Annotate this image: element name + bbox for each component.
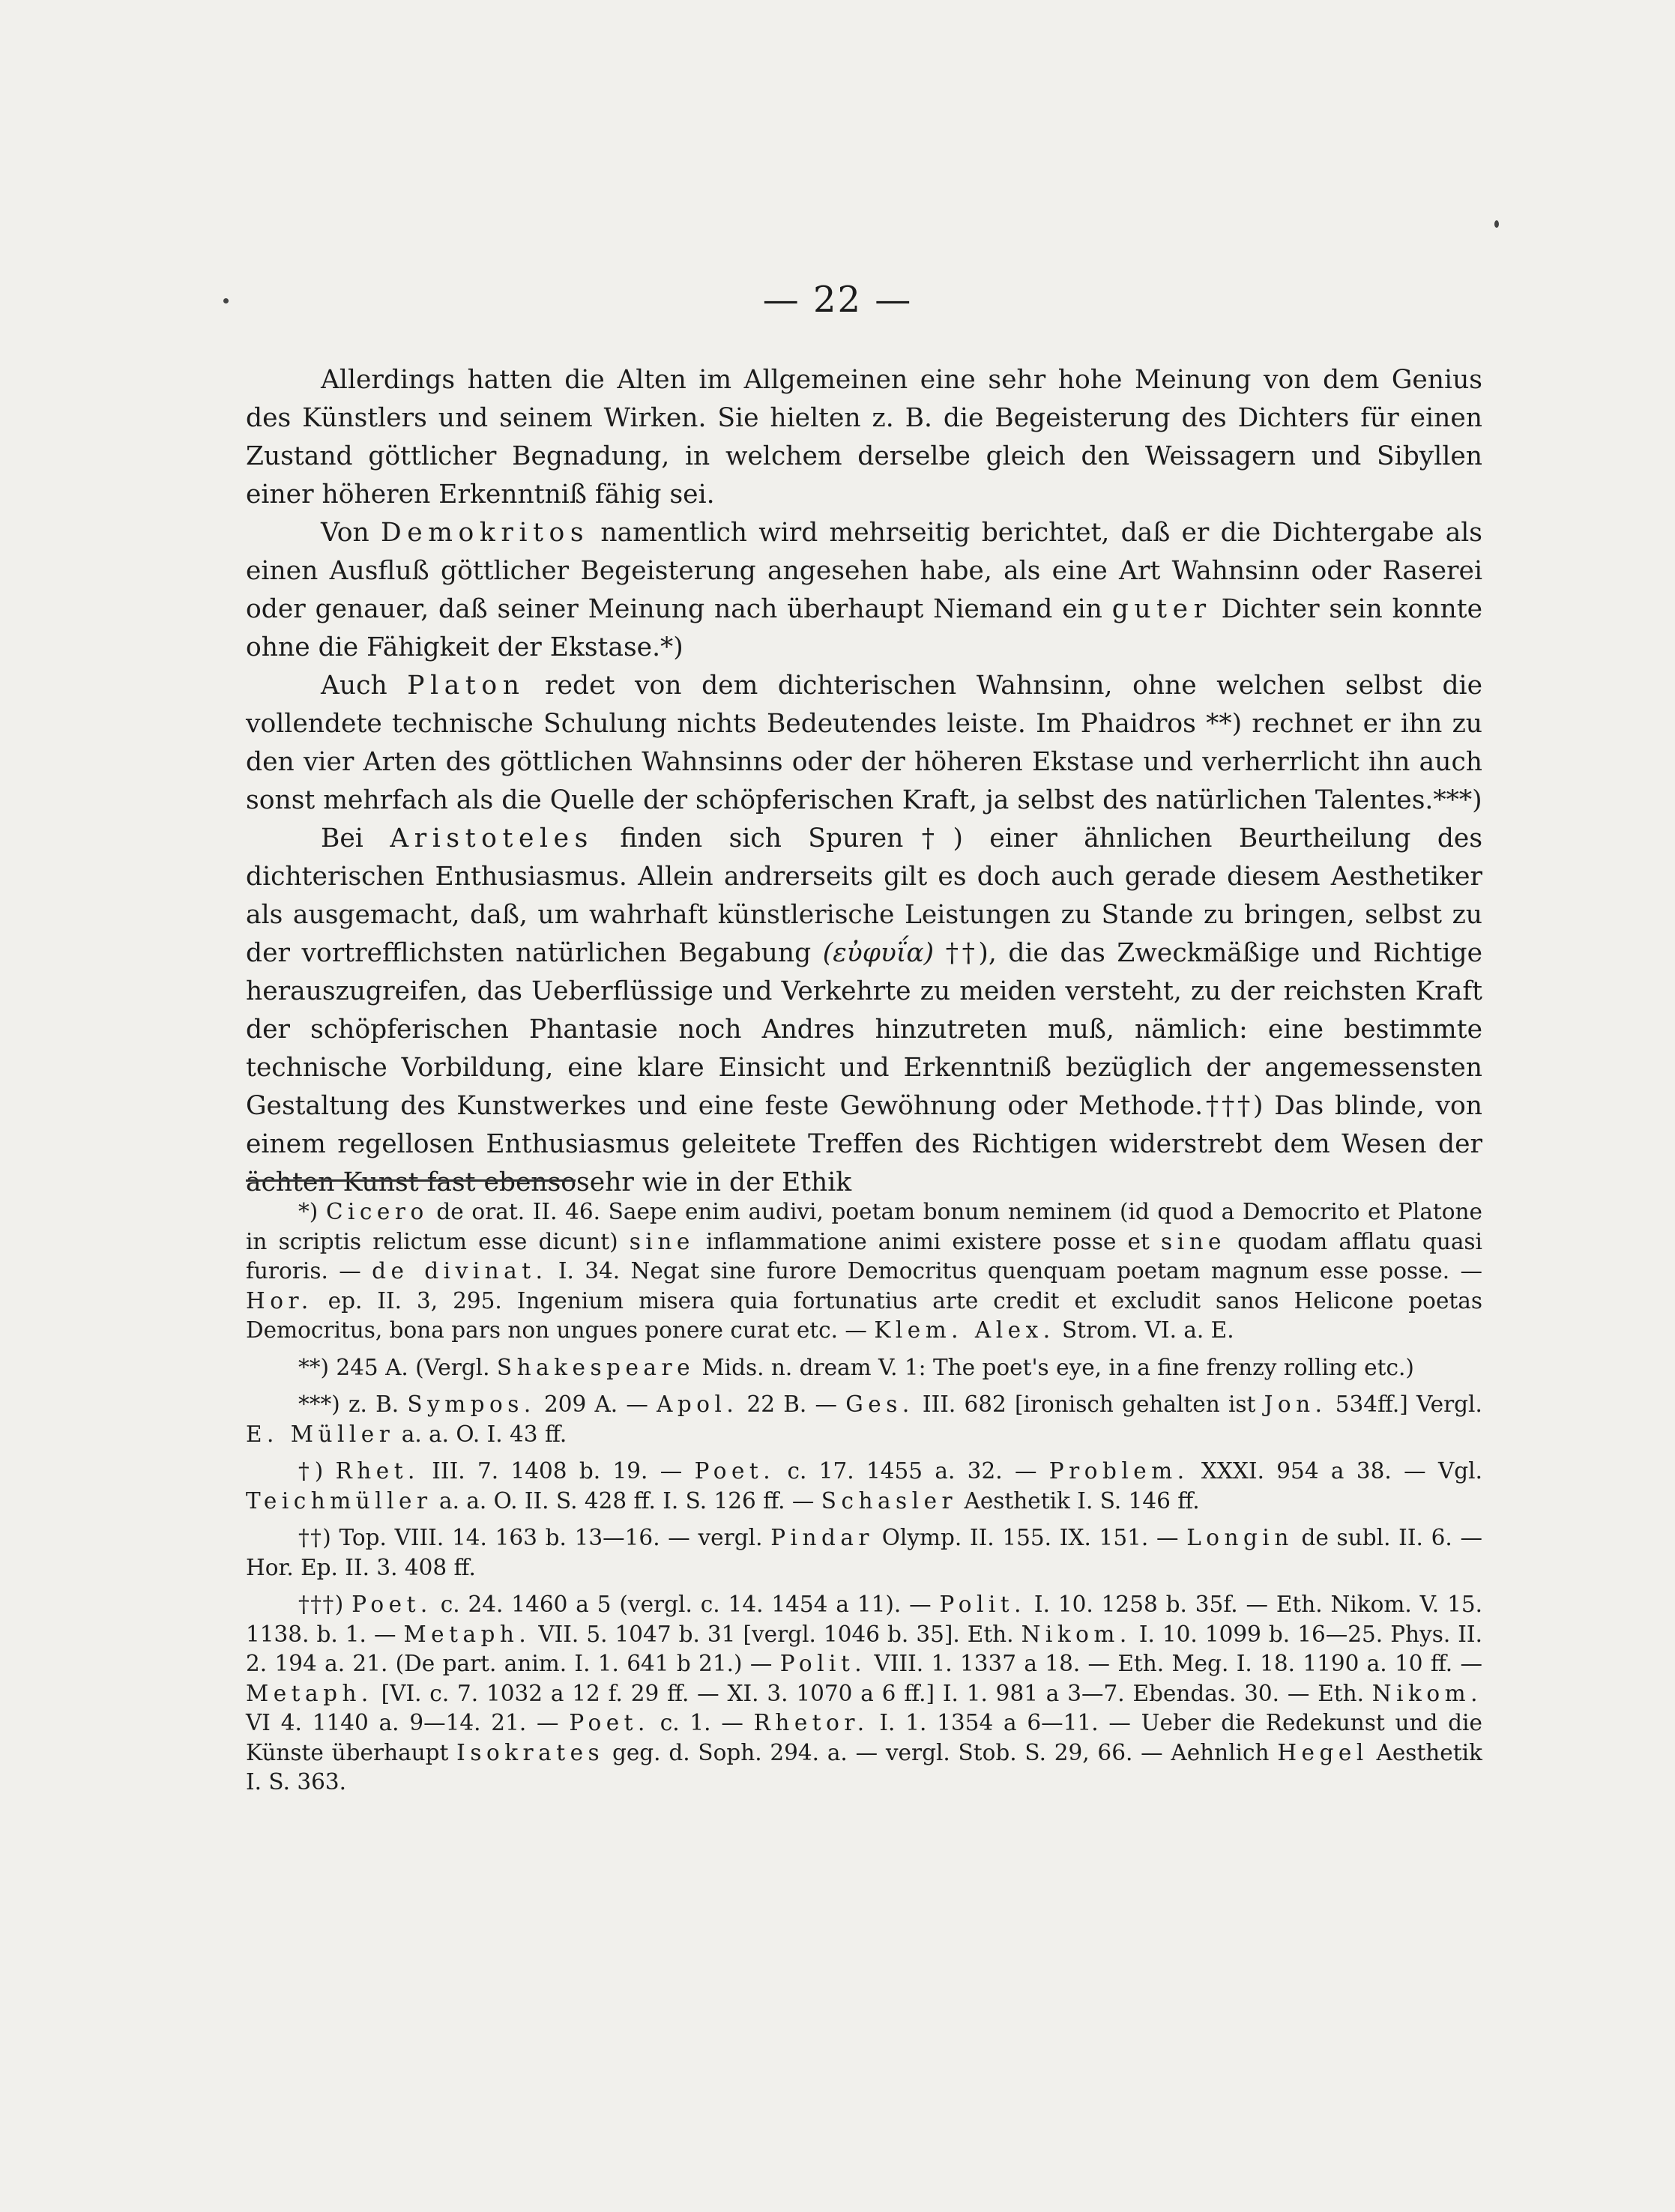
spaced-name: Demokritos: [380, 518, 590, 548]
spaced-name: Platon: [407, 671, 525, 701]
main-text: [246, 361, 1482, 1202]
paragraph-2: Von Demokritos namentlich wird mehrseitig berichtet, daß er die Dichtergabe als einen Ausfluß göttlicher Begeisterung angesehen habe, als eine Art Wahnsinn oder Raserei oder genauer, daß seiner Meinung nach überhaupt Niemand ein guter Dichter sein konnte ohne die Fähigkeit der Ekstase.*): [246, 518, 1483, 662]
spaced-emphasis: guter: [1111, 594, 1212, 624]
spaced-name: Aristoteles: [390, 824, 594, 853]
footnote-1: *) Cicero de orat. II. 46. Saepe enim audivi, poetam bonum neminem (id quod a Democrito et Platone in scriptis relictum esse dicunt) sine inflammatione animi existere posse et sine quodam afflatu quasi furoris. — de divinat. I. 34. Negat sine furore Democritus quenquam poetam magnum esse posse. — Hor. ep. II. 3, 295. Ingenium misera quia fortunatius arte credit et excludit sanos Helicone poetas Democritus, bona pars non ungues ponere curat etc. — Klem. Alex. Strom. VI. a. E.: [246, 1199, 1482, 1343]
footnote-2: **) 245 A. (Vergl. Shakespeare Mids. n. dream V. 1: The poet's eye, in a fine frenzy rolling etc.): [298, 1354, 1414, 1380]
footnote-6: †††) Poet. c. 24. 1460 a 5 (vergl. c. 14. 1454 a 11). — Polit. I. 10. 1258 b. 35f. — Eth. Nikom. V. 15. 1138. b. 1. — Metaph. VII. 5. 1047 b. 31 [vergl. 1046 b. 35]. Eth. Nikom. I. 10. 1099 b. 16—25. Phys. II. 2. 194 a. 21. (De part. anim. I. 1. 641 b 21.) — Polit. VIII. 1. 1337 a 18. — Eth. Meg. I. 18. 1190 a. 10 ff. — Metaph. [VI. c. 7. 1032 a 12 f. 29 ff. — XI. 3. 1070 a 6 ff.] I. 1. 981 a 3—7. Ebendas. 30. — Eth. Nikom. VI 4. 1140 a. 9—14. 21. — Poet. c. 1. — Rhetor. I. 1. 1354 a 6—11. — Ueber die Redekunst und die Künste überhaupt Isokrates geg. d. Soph. 294. a. — vergl. Stob. S. 29, 66. — Aehnlich Hegel Aesthetik I. S. 363.: [246, 1592, 1482, 1795]
footnote-4: †) Rhet. III. 7. 1408 b. 19. — Poet. c. 17. 1455 a. 32. — Problem. XXXI. 954 a 38. — Vgl. Teichmüller a. a. O. II. S. 428 ff. I. S. 126 ff. — Schasler Aesthetik I. S. 146 ff.: [246, 1458, 1482, 1514]
footnotes: [246, 1197, 1482, 1805]
paragraph-4: Bei Aristoteles finden sich Spuren†) einer ähnlichen Beurtheilung des dichterischen Enthusiasmus. Allein andrerseits gilt es doch auch gerade diesem Aesthetiker als ausgemacht, daß, um wahrhaft künstlerische Leistungen zu Stande zu bringen, selbst zu der vortrefflichsten natürlichen Begabung (εὐφυΐα) ††), die das Zweckmäßige und Richtige herauszugreifen, das Ueberflüssige und Verkehrte zu meiden versteht, zu der reichsten Kraft der schöpferischen Phantasie noch Andres hinzutreten muß, nämlich: eine bestimmte technische Vorbildung, eine klare Einsicht und Erkenntniß bezüglich der angemessensten Gestaltung des Kunstwerkes und eine feste Gewöhnung oder Methode.†††) Das blinde, von einem regellosen Enthusiasmus geleitete Treffen des Richtigen widerstrebt dem Wesen der ächten Kunst fast ebensosehr wie in der Ethik: [246, 824, 1483, 1197]
paragraph-3: Auch Platon redet von dem dichterischen Wahnsinn, ohne welchen selbst die vollendete technische Schulung nichts Bedeutendes leiste. Im Phaidros **) rechnet er ihn zu den vier Arten des göttlichen Wahnsinns oder der höheren Ekstase und verherrlicht ihn auch sonst mehrfach als die Quelle der schöpferischen Kraft, ja selbst des natürlichen Talentes.***): [246, 671, 1482, 815]
footnote-rule: [246, 1179, 576, 1182]
footnote-5: ††) Top. VIII. 14. 163 b. 13—16. — vergl. Pindar Olymp. II. 155. IX. 151. — Longin de subl. II. 6. — Hor. Ep. II. 3. 408 ff.: [246, 1525, 1482, 1580]
greek-term: (εὐφυΐα): [822, 938, 935, 968]
footnote-3: ***) z. B. Sympos. 209 A. — Apol. 22 B. — Ges. III. 682 [ironisch gehalten ist Jon. 534ff.] Vergl. E. Müller a. a. O. I. 43 ff.: [246, 1391, 1482, 1447]
page-number: — 22 —: [762, 279, 913, 321]
paragraph-1: Allerdings hatten die Alten im Allgemeinen eine sehr hohe Meinung von dem Genius des Künstlers und seinem Wirken. Sie hielten z. B. die Begeisterung des Dichters für einen Zustand göttlicher Begnadung, in welchem derselbe gleich den Weissagern und Sibyllen einer höheren Erkenntniß fähig sei.: [246, 365, 1482, 510]
ink-speck: [1494, 220, 1499, 228]
